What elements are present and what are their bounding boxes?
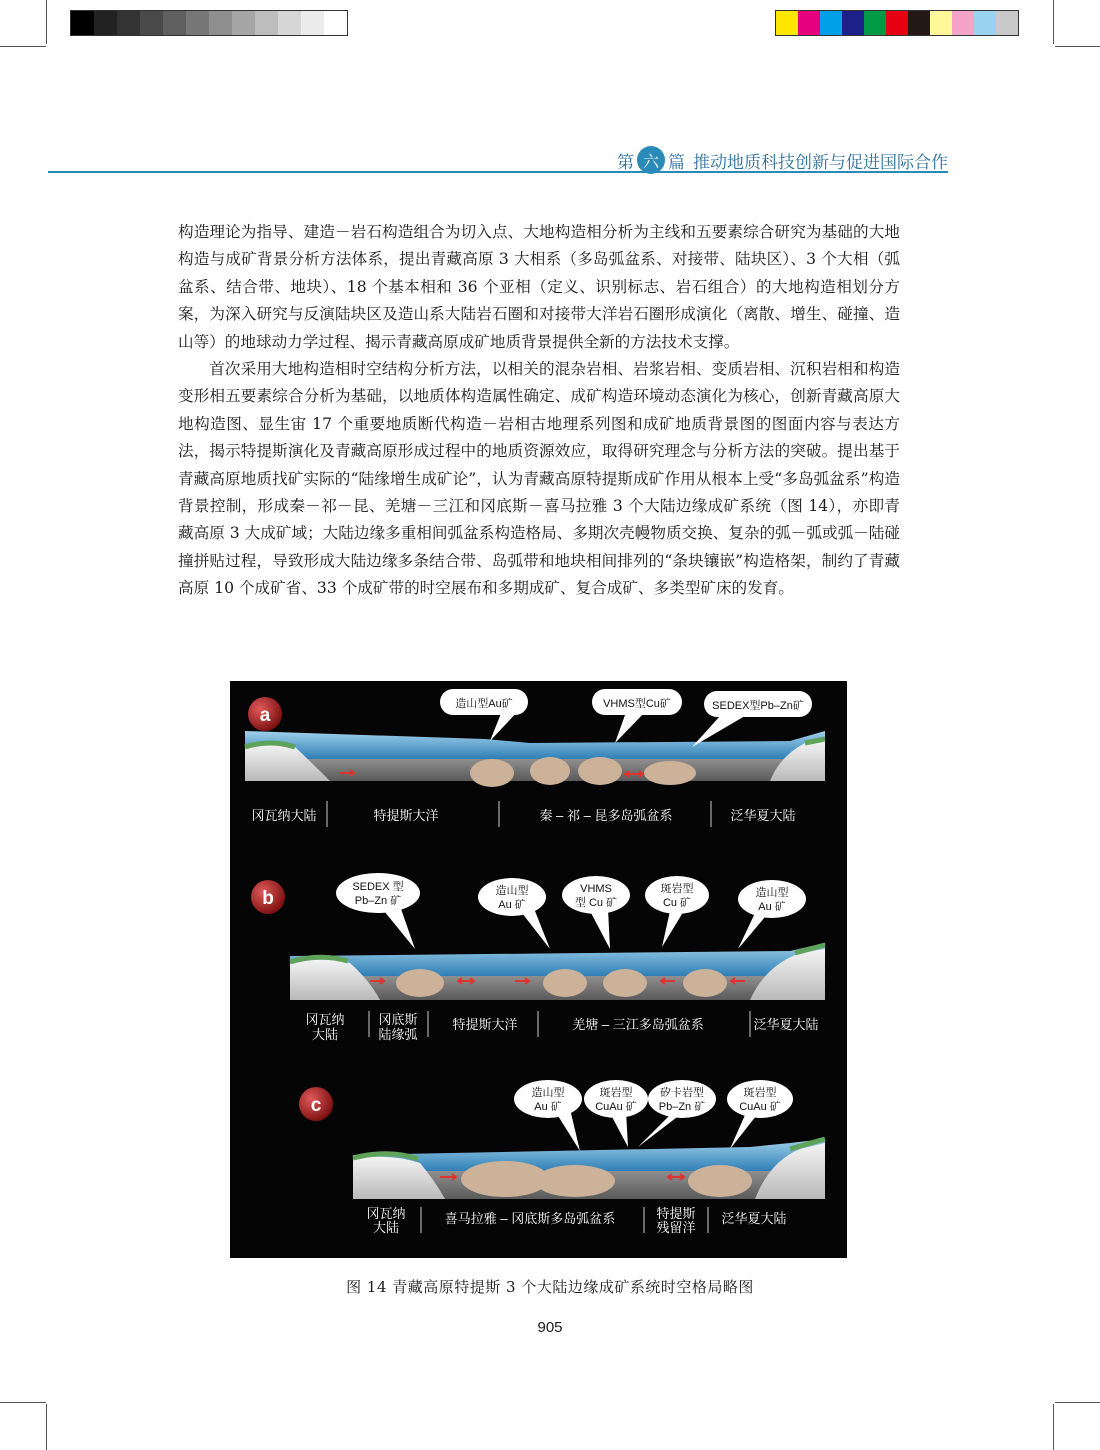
color-swatch	[930, 11, 952, 35]
region-label: 特提斯大洋	[452, 1017, 518, 1032]
callout-label: 斑岩型	[599, 1087, 633, 1099]
callout-label: Pb–Zn 矿	[658, 1101, 706, 1113]
arc-body	[543, 969, 587, 997]
color-swatch	[908, 11, 930, 35]
callout-label: 斑岩型	[660, 883, 694, 895]
callout-vhms-cu	[562, 876, 630, 949]
callout-label: Pb–Zn 矿	[354, 895, 402, 907]
region-label: 大陆	[311, 1027, 339, 1042]
region-label: 冈瓦纳	[366, 1206, 406, 1221]
callout-label: VHMS型Cu矿	[603, 698, 671, 710]
panel-letter: b	[262, 888, 274, 909]
callout-label: SEDEX型Pb–Zn矿	[712, 700, 804, 712]
header-rule	[48, 171, 948, 173]
callout-bubble	[336, 873, 420, 913]
gray-swatch	[94, 11, 117, 35]
region-label: 泛华夏大陆	[753, 1017, 819, 1032]
color-swatch	[952, 11, 974, 35]
chapter-suffix: 篇	[668, 152, 685, 172]
callout-sedex-pbzn	[336, 873, 420, 949]
region-label: 喜马拉雅 – 冈底斯多岛弧盆系	[444, 1211, 616, 1226]
grayscale-calibration-bar	[70, 10, 348, 36]
callout-label: Au 矿	[534, 1101, 562, 1113]
gray-swatch	[255, 11, 278, 35]
body-text	[178, 219, 900, 603]
chapter-prefix: 第	[617, 152, 634, 172]
gray-swatch	[186, 11, 209, 35]
callout-label: 造山型	[755, 887, 789, 899]
color-swatch	[996, 11, 1018, 35]
region-labels	[366, 1206, 786, 1235]
paragraph: 构造理论为指导、建造－岩石构造组合为切入点、大地构造相分析为主线和五要素综合研究为基础的大地构造与成矿背景分析方法体系，提出青藏高原 3 大相系（多岛弧盆系、对接带、陆块区）、3 个大相（弧盆系、结合带、地块）、18 个基本相和 36 个亚相（定义、识别标志、岩石组合）的大地构造相划分方案，为深入研究与反演陆块区及造山系大陆岩石圈和对接带大洋岩石圈形成演化（离散、增生、碰撞、造山等）的地球动力学过程、揭示青藏高原成矿地质背景提供全新的方法技术支撑。	[178, 223, 900, 351]
callout-label: 矽卡岩型	[660, 1087, 704, 1099]
panel-a	[245, 689, 825, 827]
gray-swatch	[232, 11, 255, 35]
callout-tail	[662, 909, 685, 947]
chapter-heading	[617, 146, 948, 174]
paragraph: 首次采用大地构造相时空结构分析方法，以相关的混杂岩相、岩浆岩相、变质岩相、沉积岩相和构造变形相五要素综合分析为基础，以地质体构造属性确定、成矿构造环境动态演化为核心，创新青藏高原大地构造图、显生宙 17 个重要地质断代构造－岩相古地理系列图和成矿地质背景图的图面内容与表达方法，揭示特提斯演化及青藏高原形成过程中的地质资源效应，取得研究理念与分析方法的突破。提出基于青藏高原地质找矿实际的“陆缘增生成矿论”，认为青藏高原特提斯成矿作用从根本上受“多岛弧盆系”构造背景控制，形成秦－祁－昆、羌塘－三江和冈底斯－喜马拉雅 3 个大陆边缘成矿系统（图 14），亦即青藏高原 3 大成矿域；大陆边缘多重相间弧盆系构造格局、多期次壳幔物质交换、复杂的弧－弧或弧－陆碰撞拼贴过程，导致形成大陆边缘多条结合带、岛弧带和地块相间排列的“条块镶嵌”构造格架，制约了青藏高原 10 个成矿省、33 个成矿带的时空展布和多期成矿、复合成矿、多类型矿床的发育。	[178, 360, 900, 598]
region-label: 冈瓦纳大陆	[251, 808, 317, 823]
callout-label: 型 Cu 矿	[574, 897, 618, 909]
color-swatch	[842, 11, 864, 35]
callout-label: SEDEX 型	[352, 881, 404, 893]
region-label: 秦 – 祁 – 昆多岛弧盆系	[539, 808, 673, 823]
callout-label: 造山型Au矿	[455, 698, 513, 710]
region-labels	[305, 1011, 818, 1042]
chapter-title: 推动地质科技创新与促进国际合作	[693, 152, 948, 172]
gray-swatch	[140, 11, 163, 35]
callout-orogenic-au	[738, 880, 806, 949]
region-label: 陆缘弧	[378, 1027, 418, 1042]
callout-label: 造山型	[495, 885, 529, 897]
gray-swatch	[71, 11, 94, 35]
callout-label: Cu 矿	[662, 897, 692, 909]
panel-letter: c	[310, 1095, 322, 1116]
color-swatch	[886, 11, 908, 35]
color-calibration-bar	[775, 10, 1019, 36]
color-swatch	[974, 11, 996, 35]
gray-swatch	[324, 11, 347, 35]
gray-swatch	[301, 11, 324, 35]
region-labels	[251, 801, 795, 827]
region-label: 大陆	[372, 1220, 400, 1235]
gray-swatch	[278, 11, 301, 35]
callout-orogenic-au	[514, 1080, 582, 1151]
region-label: 泛华夏大陆	[730, 808, 796, 823]
arc-body	[688, 1165, 752, 1197]
arc-body	[470, 759, 514, 787]
callout-porphyry-cuau	[584, 1080, 648, 1147]
figure-caption: 图 14 青藏高原特提斯 3 个大陆边缘成矿系统时空格局略图	[346, 1278, 754, 1296]
color-swatch	[776, 11, 798, 35]
arc-body	[578, 757, 622, 785]
callout-orogenic-au	[478, 878, 550, 949]
callout-orogenic-au	[440, 689, 528, 741]
arc-body	[644, 761, 696, 785]
color-swatch	[798, 11, 820, 35]
region-label: 泛华夏大陆	[721, 1211, 787, 1226]
chapter-number-badge: 六	[637, 146, 665, 174]
callout-label: CuAu 矿	[595, 1101, 637, 1113]
figure-diagram	[230, 681, 847, 1258]
callout-porphyry-cu	[645, 876, 709, 947]
callout-label: Au 矿	[498, 899, 526, 911]
region-label: 羌塘 – 三江多岛弧盆系	[572, 1017, 704, 1032]
gray-swatch	[209, 11, 232, 35]
gray-swatch	[163, 11, 186, 35]
color-swatch	[864, 11, 886, 35]
arc-body	[396, 969, 444, 997]
callout-label: Au 矿	[758, 901, 786, 913]
callout-sedex-pbzn	[692, 691, 812, 747]
callout-vhms-cu	[592, 689, 682, 743]
figure-14	[230, 681, 847, 1258]
panel-b	[251, 873, 825, 1042]
callout-label: CuAu 矿	[739, 1101, 781, 1113]
callout-label: VHMS	[580, 883, 612, 895]
callout-skarn-pbzn	[638, 1080, 716, 1147]
region-label: 冈底斯	[378, 1012, 418, 1027]
callout-label: 斑岩型	[743, 1087, 777, 1099]
callout-porphyry-cuau	[727, 1080, 793, 1149]
region-label: 特提斯大洋	[373, 808, 439, 823]
arc-body	[603, 969, 647, 997]
gray-swatch	[117, 11, 140, 35]
callout-tail	[590, 909, 610, 949]
arc-body	[683, 969, 727, 997]
page-number: 905	[537, 1319, 563, 1336]
panel-c	[299, 1080, 825, 1235]
arc-body	[535, 1165, 615, 1197]
region-label: 残留洋	[656, 1220, 696, 1235]
callout-tail	[522, 911, 550, 949]
panel-letter: a	[259, 705, 271, 726]
region-label: 冈瓦纳	[305, 1012, 345, 1027]
ocean-layer	[245, 731, 825, 759]
callout-label: 造山型	[531, 1087, 565, 1099]
color-swatch	[820, 11, 842, 35]
arc-body	[530, 757, 570, 785]
region-label: 特提斯	[656, 1206, 696, 1221]
